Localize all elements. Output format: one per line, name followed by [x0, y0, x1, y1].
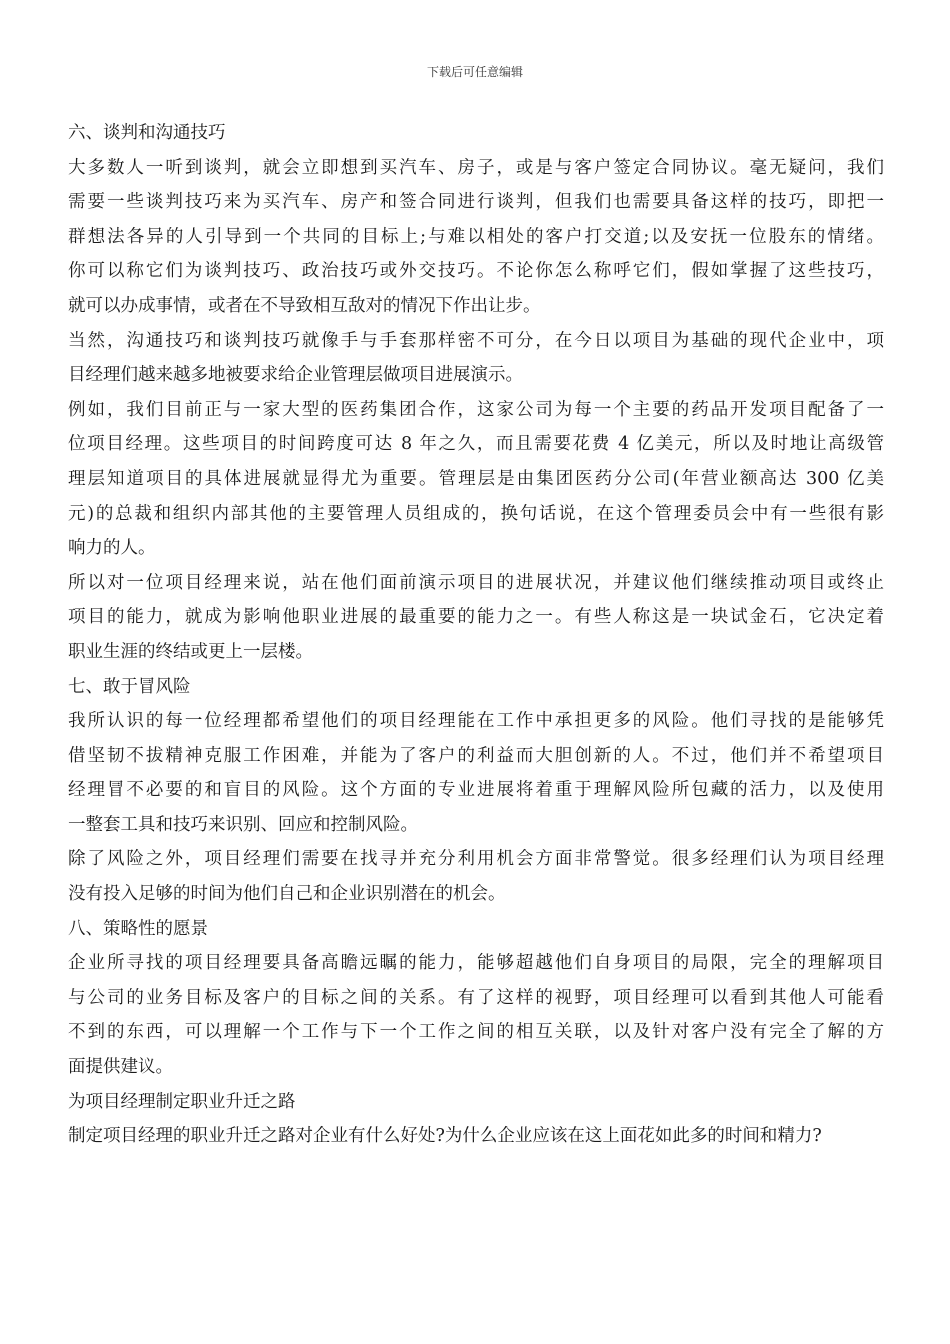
text-line: 理层知道项目的具体进展就显得尤为重要。管理层是由集团医药分公司(年营业额高达 300 亿美: [68, 468, 884, 489]
section-heading-negotiation: 六、谈判和沟通技巧: [68, 123, 226, 143]
paragraph-communication: [68, 324, 884, 393]
section-heading-career-path: 为项目经理制定职业升迁之路: [68, 1091, 296, 1112]
text-line: 经理冒不必要的和盲目的风险。这个方面的专业进展将着重于理解风险所包藏的活力，以及使用: [68, 780, 884, 801]
text-line: 你可以称它们为谈判技巧、政治技巧或外交技巧。不论你怎么称呼它们，假如掌握了这些技巧，: [68, 261, 884, 282]
text-line: 项目的能力，就成为影响他职业进展的最重要的能力之一。有些人称这是一块试金石，它决定着: [68, 607, 884, 628]
text-line: 与公司的业务目标及客户的目标之间的关系。有了这样的视野，项目经理可以看到其他人可能看: [68, 987, 884, 1008]
section-heading-vision: 八、策略性的愿景: [68, 918, 208, 939]
text-line: 制定项目经理的职业升迁之路对企业有什么好处?为什么企业应该在这上面花如此多的时间和精力?: [68, 1126, 822, 1147]
paragraph-vision: [68, 946, 884, 1084]
paragraph-risk: [68, 704, 884, 842]
section-heading-risk: 七、敢于冒风险: [68, 676, 191, 697]
text-line: 除了风险之外，项目经理们需要在找寻并充分利用机会方面非常警觉。很多经理们认为项目经理: [68, 849, 884, 870]
text-line: 面提供建议。: [68, 1057, 173, 1078]
text-line: 我所认识的每一位经理都希望他们的项目经理能在工作中承担更多的风险。他们寻找的是能够凭: [68, 711, 884, 732]
text-line: 例如，我们目前正与一家大型的医药集团合作，这家公司为每一个主要的药品开发项目配备了一: [68, 399, 884, 420]
text-line: 大多数人一听到谈判，就会立即想到买汽车、房子，或是与客户签定合同协议。毫无疑问，我们: [68, 157, 884, 178]
paragraph-career-path: [68, 1119, 884, 1154]
text-line: 没有投入足够的时间为他们自己和企业识别潜在的机会。: [68, 884, 506, 905]
text-line: 职业生涯的终结或更上一层楼。: [68, 641, 313, 662]
paragraph-negotiation-intro: [68, 151, 884, 324]
text-line: 需要一些谈判技巧来为买汽车、房产和签合同进行谈判，但我们也需要具备这样的技巧，即把一: [68, 192, 884, 213]
paragraph-opportunity: [68, 842, 884, 911]
text-line: 目经理们越来越多地被要求给企业管理层做项目进展演示。: [68, 365, 523, 386]
page-header: 下载后可任意编辑: [426, 65, 523, 79]
text-line: 所以对一位项目经理来说，站在他们面前演示项目的进展状况，并建议他们继续推动项目或终止: [68, 572, 884, 593]
text-line: 就可以办成事情，或者在不导致相互敌对的情况下作出让步。: [68, 295, 541, 316]
paragraph-presentation-ability: [68, 566, 884, 670]
text-line: 群想法各异的人引导到一个共同的目标上;与难以相处的客户打交道;以及安抚一位股东的情绪。: [68, 226, 884, 247]
text-line: 借坚韧不拔精神克服工作困难，并能为了客户的利益而大胆创新的人。不过，他们并不希望项目: [68, 745, 884, 766]
text-line: 企业所寻找的项目经理要具备高瞻远瞩的能力，能够超越他们自身项目的局限，完全的理解项目: [68, 953, 884, 974]
text-line: 一整套工具和技巧来识别、回应和控制风险。: [68, 814, 418, 835]
text-line: 不到的东西，可以理解一个工作与下一个工作之间的相互关联，以及针对客户没有完全了解的方: [68, 1022, 884, 1043]
text-line: 响力的人。: [68, 538, 156, 559]
text-line: 当然，沟通技巧和谈判技巧就像手与手套那样密不可分，在今日以项目为基础的现代企业中，项: [68, 330, 884, 351]
paragraph-example: [68, 393, 884, 566]
text-line: 元)的总裁和组织内部其他的主要管理人员组成的，换句话说，在这个管理委员会中有一些很有影: [68, 503, 884, 524]
document-body: [68, 116, 884, 1154]
text-line: 位项目经理。这些项目的时间跨度可达 8 年之久，而且需要花费 4 亿美元，所以及时地让高级管: [68, 434, 884, 455]
